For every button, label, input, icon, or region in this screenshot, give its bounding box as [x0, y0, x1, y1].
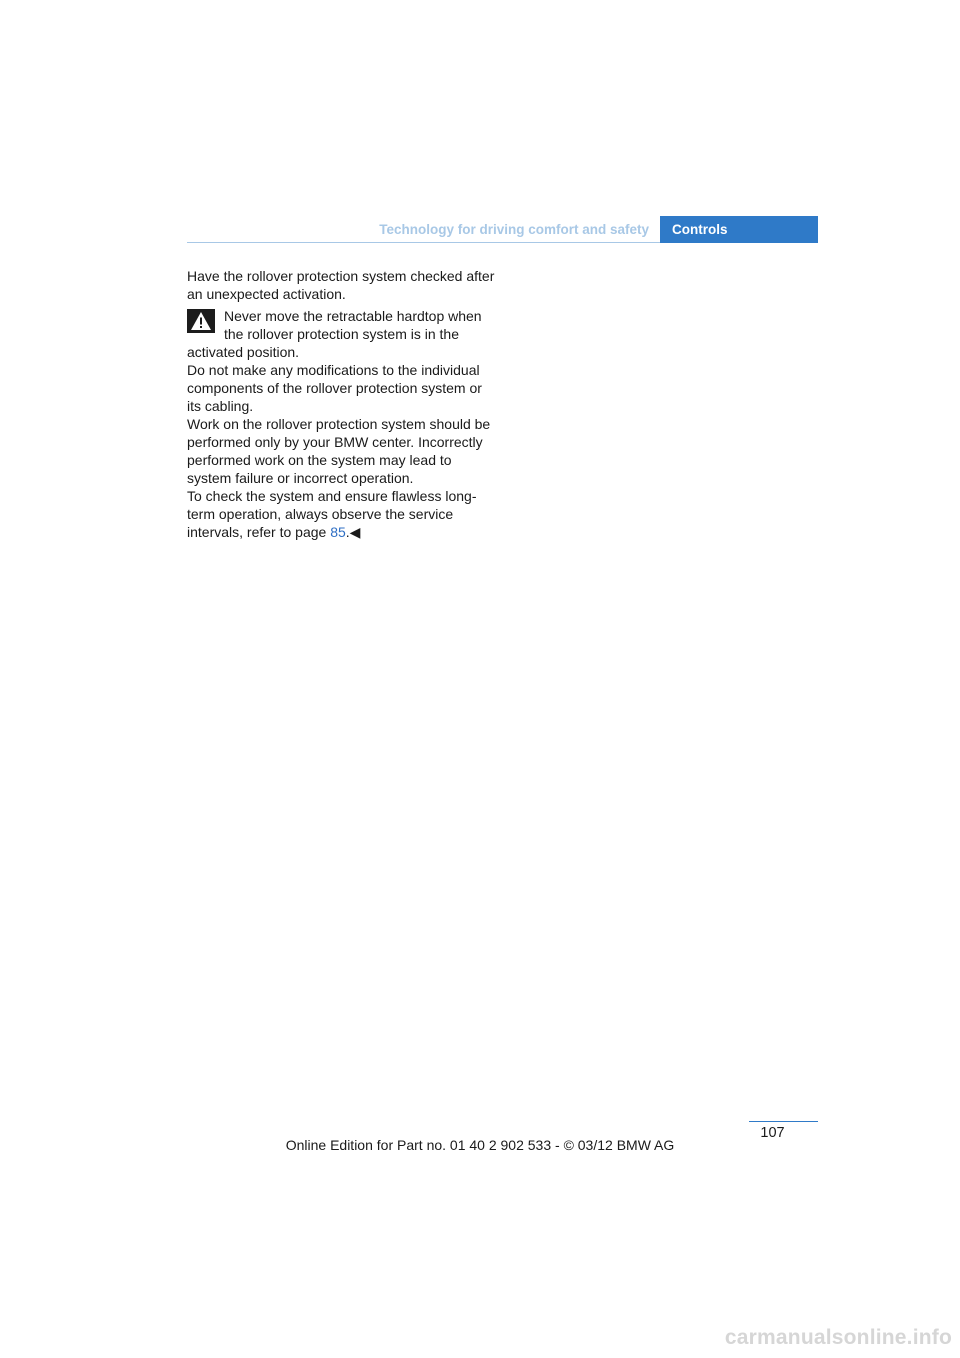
- warning-block: [187, 307, 497, 541]
- warning-line: Do not make any modifications to the individual components of the rollover protection system or its cabling.: [187, 362, 482, 414]
- warning-line: Never move the retractable hardtop when the rollover protection system is in the activated position.: [187, 308, 482, 360]
- warning-line: [187, 487, 497, 541]
- body-text: [187, 267, 497, 541]
- page-reference-link[interactable]: 85: [330, 524, 346, 540]
- warning-line-text: To check the system and ensure flawless long-term operation, always observe the service intervals, refer to page: [187, 488, 477, 540]
- warning-line: Work on the rollover protection system should be performed only by your BMW center. Incorrectly performed work on the system may lead to system failure or incorrect operation.: [187, 416, 491, 486]
- page-number-rule: [749, 1121, 818, 1122]
- warning-triangle-icon: [187, 309, 215, 333]
- page-number: 107: [760, 1125, 785, 1141]
- intro-paragraph: Have the rollover protection system checked after an unexpected activation.: [187, 268, 495, 302]
- footer-edition: Online Edition for Part no. 01 40 2 902 533 - © 03/12 BMW AG: [285, 1137, 675, 1153]
- section-title: Technology for driving comfort and safety: [187, 216, 660, 243]
- chapter-tab: Controls: [660, 216, 818, 243]
- end-marker: .◀: [345, 524, 361, 540]
- watermark: carmanualsonline.info: [724, 1326, 952, 1349]
